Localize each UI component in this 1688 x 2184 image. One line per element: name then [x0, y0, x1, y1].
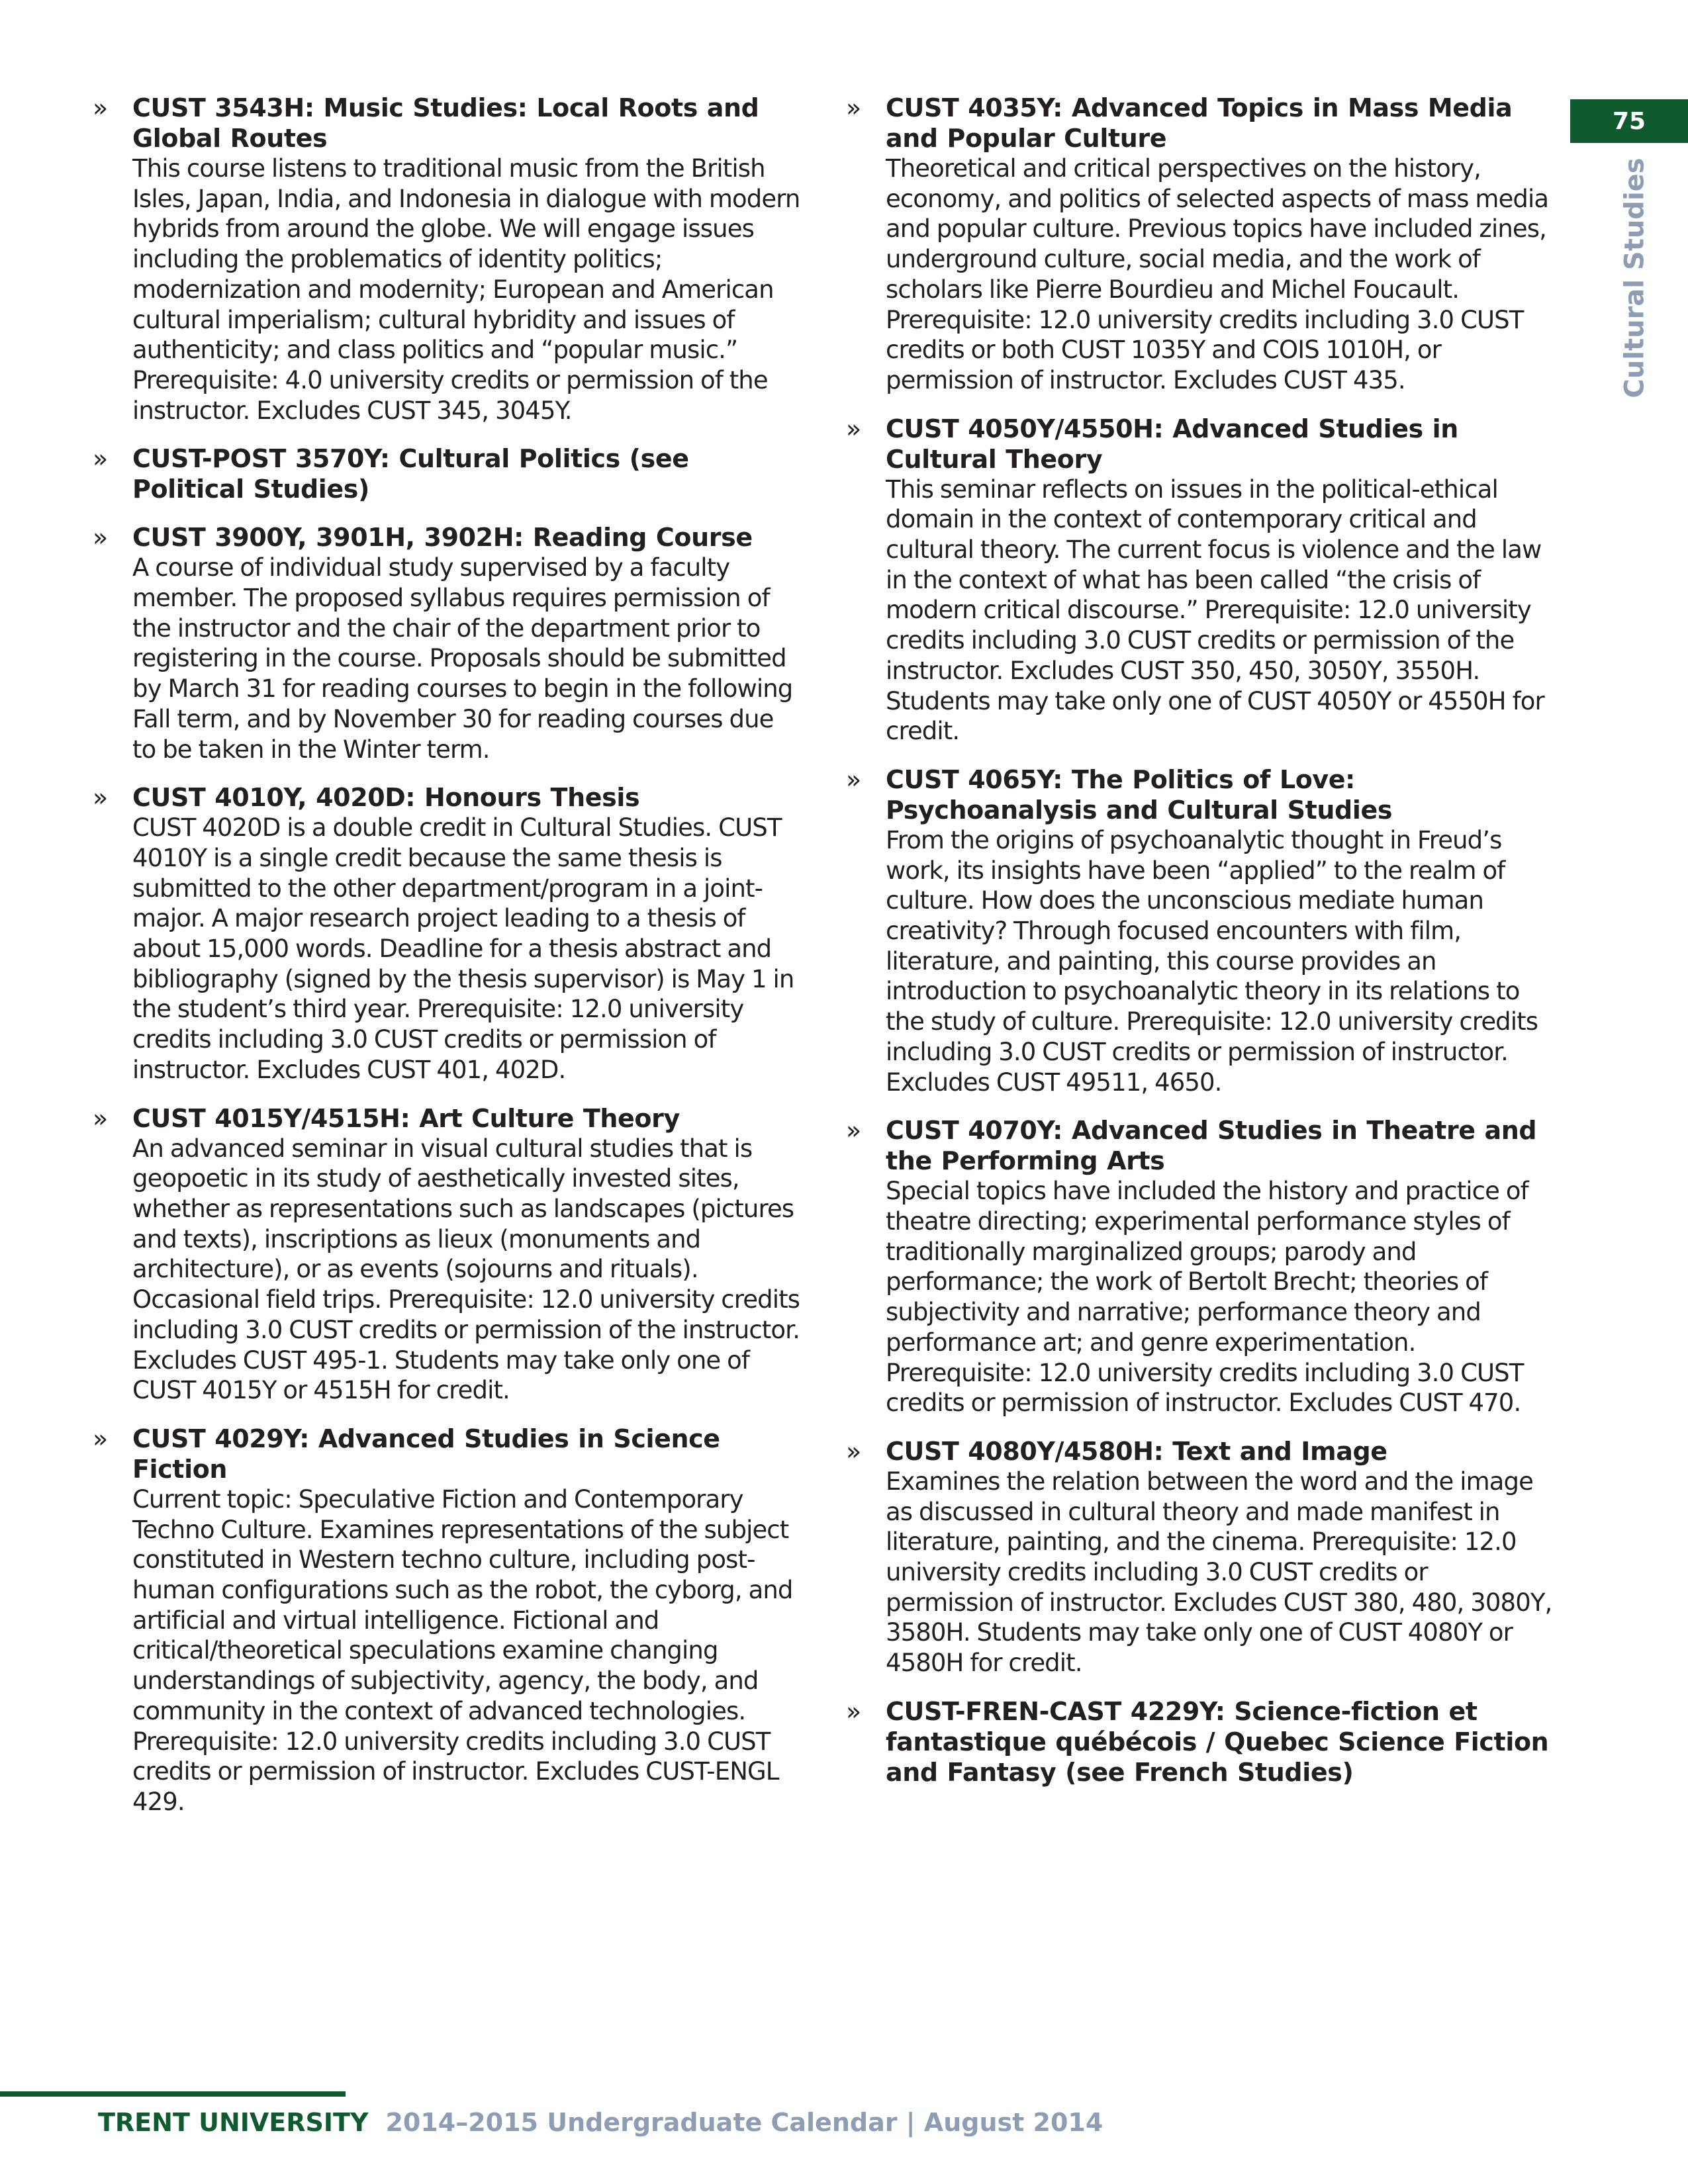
bullet-marker: » — [93, 783, 109, 813]
course-title: CUST 4070Y: Advanced Studies in Theatre and the Performing Arts — [886, 1116, 1537, 1176]
bullet-marker: » — [846, 93, 862, 122]
course-description: From the origins of psychoanalytic thought in Freud’s work, its insights have been “applied” to the realm of culture. How does the unconscious mediate human creativity? Through focused encounters with film, literature, and painting, this course provides an introduction to psychoanalytic theory in its relations to the study of culture. Prerequisite: 12.0 university credits including 3.0 CUST credits or permission of instructor. Excludes CUST 49511, 4650. — [886, 825, 1538, 1097]
course-entry — [93, 782, 801, 1085]
course-description: CUST 4020D is a double credit in Cultural Studies. CUST 4010Y is a single credit because the same thesis is submitted to the other department/program in a joint-major. A major research project leading to a thesis of about 15,000 words. Deadline for a thesis abstract and bibliography (signed by the thesis supervisor) is May 1 in the student’s third year. Prerequisite: 12.0 university credits including 3.0 CUST credits or permission of instructor. Excludes CUST 401, 402D. — [132, 813, 794, 1084]
course-entry — [93, 443, 801, 504]
course-description: Theoretical and critical perspectives on the history, economy, and politics of selected aspects of mass media and popular culture. Previous topics have included zines, underground culture, social media, and the work of scholars like Pierre Bourdieu and Michel Foucault. Prerequisite: 12.0 university credits including 3.0 CUST credits or both CUST 1035Y and COIS 1010H, or permission of instructor. Excludes CUST 435. — [886, 154, 1549, 394]
right-column — [846, 93, 1561, 1805]
course-description: Examines the relation between the word and the image as discussed in cultural theory and made manifest in literature, painting, and the cinema. Prerequisite: 12.0 university credits including 3.0 CUST credits or permission of instructor. Excludes CUST 380, 480, 3080Y, 3580H. Students may take only one of CUST 4080Y or 4580H for credit. — [886, 1467, 1552, 1678]
section-side-label — [1615, 158, 1655, 398]
course-title: CUST 4035Y: Advanced Topics in Mass Media and Popular Culture — [886, 93, 1513, 153]
course-title: CUST 3543H: Music Studies: Local Roots and Global Routes — [132, 93, 759, 153]
course-title: CUST-POST 3570Y: Cultural Politics (see Political Studies) — [132, 444, 689, 504]
bullet-marker: » — [93, 93, 109, 122]
section-side-label-text: Cultural Studies — [1620, 158, 1650, 398]
course-title: CUST 4050Y/4550H: Advanced Studies in Cultural Theory — [886, 414, 1458, 474]
bullet-marker: » — [846, 414, 862, 443]
course-description: An advanced seminar in visual cultural studies that is geopoetic in its study of aesthetically invested sites, whether as representations such as landscapes (pictures and texts), inscriptions as lieux (monuments and architecture), or as events (sojourns and rituals). Occasional field trips. Prerequisite: 12.0 university credits including 3.0 CUST credits or permission of the instructor. Excludes CUST 495-1. Students may take only one of CUST 4015Y or 4515H for credit. — [132, 1134, 800, 1405]
footer-calendar-title: 2014–2015 Undergraduate Calendar | August 2014 — [385, 2108, 1103, 2137]
footer-university: TRENT UNIVERSITY — [98, 2108, 369, 2137]
course-entry — [93, 93, 801, 426]
course-description: This course listens to traditional music from the British Isles, Japan, India, and Indonesia in dialogue with modern hybrids from around the globe. We will engage issues including the problematics of identity politics; modernization and modernity; European and American cultural imperialism; cultural hybridity and issues of authenticity; and class politics and “popular music.” Prerequisite: 4.0 university credits or permission of the instructor. Excludes CUST 345, 3045Y. — [132, 154, 800, 425]
course-entry — [846, 764, 1561, 1097]
left-column — [93, 93, 801, 1835]
course-entry — [93, 1103, 801, 1406]
course-title: CUST 3900Y, 3901H, 3902H: Reading Course — [132, 523, 753, 553]
course-description: Current topic: Speculative Fiction and Contemporary Techno Culture. Examines representations of the subject constituted in Western techno culture, including post-human configurations such as the robot, the cyborg, and artificial and virtual intelligence. Fictional and critical/theoretical speculations examine changing understandings of subjectivity, agency, the body, and community in the context of advanced technologies. Prerequisite: 12.0 university credits including 3.0 CUST credits or permission of instructor. Excludes CUST-ENGL 429. — [132, 1484, 793, 1816]
course-entry — [93, 1424, 801, 1817]
bullet-marker: » — [846, 1436, 862, 1466]
footer — [98, 2108, 1103, 2137]
bullet-marker: » — [93, 1424, 109, 1453]
course-title: CUST 4015Y/4515H: Art Culture Theory — [132, 1103, 680, 1133]
course-description: A course of individual study supervised by a faculty member. The proposed syllabus requires permission of the instructor and the chair of the department prior to registering in the course. Proposals should be submitted by March 31 for reading courses to begin in the following Fall term, and by November 30 for reading courses due to be taken in the Winter term. — [132, 553, 793, 764]
bullet-marker: » — [846, 764, 862, 794]
course-entry — [846, 1115, 1561, 1418]
footer-rule — [0, 2091, 346, 2097]
bullet-marker: » — [93, 444, 109, 474]
course-description: Special topics have included the history and practice of theatre directing; experimental performance styles of traditionally marginalized groups; parody and performance; the work of Bertolt Brecht; theories of subjectivity and narrative; performance theory and performance art; and genre experimentation. Prerequisite: 12.0 university credits including 3.0 CUST credits or permission of instructor. Excludes CUST 470. — [886, 1177, 1528, 1418]
page-number-tab: 75 — [1570, 99, 1688, 143]
course-description: This seminar reflects on issues in the political-ethical domain in the context of contemporary critical and cultural theory. The current focus is violence and the law in the context of what has been called “the crisis of modern critical discourse.” Prerequisite: 12.0 university credits including 3.0 CUST credits or permission of the instructor. Excludes CUST 350, 450, 3050Y, 3550H. Students may take only one of CUST 4050Y or 4550H for credit. — [886, 475, 1544, 746]
course-entry — [846, 414, 1561, 747]
course-entry — [93, 522, 801, 764]
bullet-marker: » — [93, 1103, 109, 1133]
course-title: CUST 4065Y: The Politics of Love: Psychoanalysis and Cultural Studies — [886, 764, 1393, 825]
course-entry — [846, 1436, 1561, 1678]
course-title: CUST 4029Y: Advanced Studies in Science Fiction — [132, 1424, 720, 1484]
bullet-marker: » — [846, 1116, 862, 1146]
course-entry — [846, 93, 1561, 396]
course-title: CUST 4010Y, 4020D: Honours Thesis — [132, 783, 640, 813]
course-title: CUST 4080Y/4580H: Text and Image — [886, 1436, 1387, 1466]
bullet-marker: » — [93, 523, 109, 553]
course-entry — [846, 1696, 1561, 1788]
course-title: CUST-FREN-CAST 4229Y: Science-fiction et fantastique québécois / Quebec Science Fiction and Fantasy (see French Studies) — [886, 1696, 1549, 1787]
bullet-marker: » — [846, 1696, 862, 1726]
